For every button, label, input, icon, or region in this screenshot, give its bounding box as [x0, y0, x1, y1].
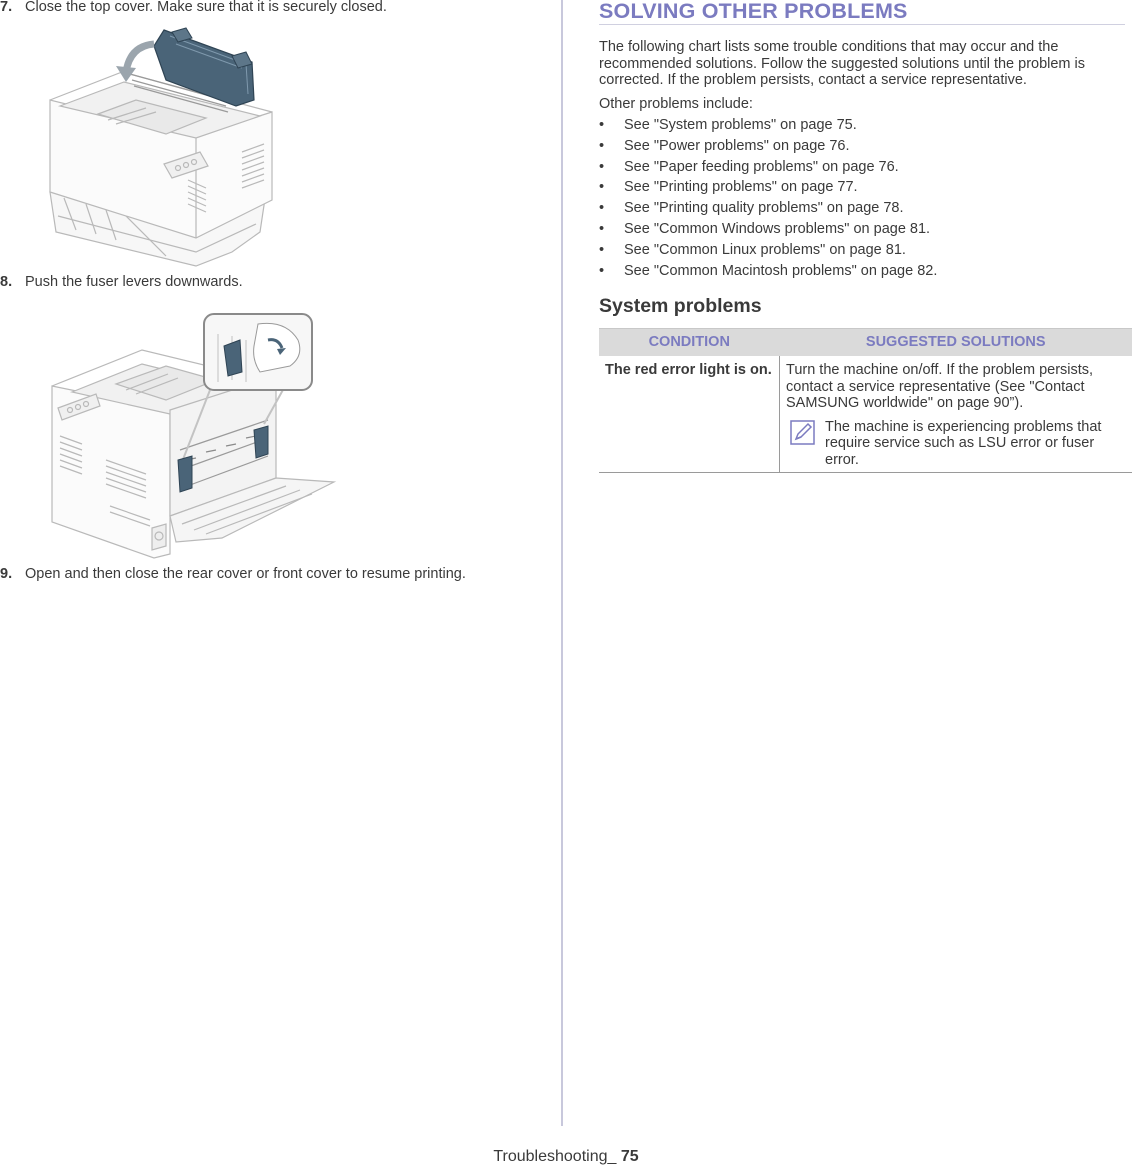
bullet: •: [599, 241, 605, 258]
step-number: 7.: [0, 0, 13, 15]
other-problems-label: Other problems include:: [599, 96, 753, 112]
bullet: •: [599, 200, 605, 217]
fuser-levers-illustration: [46, 310, 338, 560]
printer-top-cover-illustration: [46, 20, 278, 270]
column-header-condition: CONDITION: [599, 329, 780, 357]
bullet: •: [599, 262, 605, 279]
link-power-problems[interactable]: See "Power problems" on page 76.: [624, 137, 850, 154]
link-printing-quality-problems[interactable]: See "Printing quality problems" on page 78.: [624, 200, 904, 217]
system-problems-table: [599, 328, 1132, 473]
table-header-row: [599, 329, 1132, 357]
page-number: 75: [620, 1148, 639, 1165]
footer-section: Troubleshooting_: [493, 1148, 617, 1165]
right-fuser-lever: [254, 426, 268, 458]
bullet: •: [599, 137, 605, 154]
step-text: Push the fuser levers downwards.: [25, 274, 243, 290]
left-fuser-lever: [178, 456, 192, 492]
solution-cell: [780, 356, 1132, 473]
link-paper-feeding-problems[interactable]: See "Paper feeding problems" on page 76.: [624, 158, 899, 175]
link-common-macintosh-problems[interactable]: See "Common Macintosh problems" on page 82.: [624, 262, 938, 279]
note-text: The machine is experiencing problems that require service such as LSU error or fuser error.: [825, 418, 1102, 468]
column-divider: [561, 0, 563, 1126]
link-printing-problems[interactable]: See "Printing problems" on page 77.: [624, 179, 858, 196]
solution-text: Turn the machine on/off. If the problem persists, contact a service representative (See "Contact SAMSUNG worldwide" on page 90”).: [786, 362, 1094, 411]
callout-zoom: [204, 314, 312, 390]
page-footer: [0, 1148, 1132, 1166]
bullet: •: [599, 158, 605, 175]
link-system-problems[interactable]: See "System problems" on page 75.: [624, 117, 857, 133]
step-text: Open and then close the rear cover or front cover to resume printing.: [25, 566, 466, 582]
note-pencil-icon: [790, 420, 815, 445]
subsection-title: System problems: [599, 295, 762, 317]
step-number: 9.: [0, 566, 13, 582]
note: [786, 419, 1126, 469]
bullet: •: [599, 220, 605, 237]
column-header-solutions: SUGGESTED SOLUTIONS: [780, 329, 1132, 357]
link-common-linux-problems[interactable]: See "Common Linux problems" on page 81.: [624, 241, 906, 258]
intro-paragraph: The following chart lists some trouble conditions that may occur and the recommended solutions. Follow the suggested solutions until the problem is corrected. If the problem persists, contact a service representative.: [599, 39, 1086, 88]
step-text: Close the top cover. Make sure that it is securely closed.: [25, 0, 387, 15]
close-arrow-icon: [116, 44, 154, 82]
link-common-windows-problems[interactable]: See "Common Windows problems" on page 81.: [624, 220, 931, 237]
condition-cell: The red error light is on.: [599, 356, 780, 473]
bullet: •: [599, 179, 605, 196]
bullet: •: [599, 117, 605, 133]
section-title: SOLVING OTHER PROBLEMS: [599, 0, 1125, 25]
step-number: 8.: [0, 274, 13, 290]
table-row: [599, 356, 1132, 473]
